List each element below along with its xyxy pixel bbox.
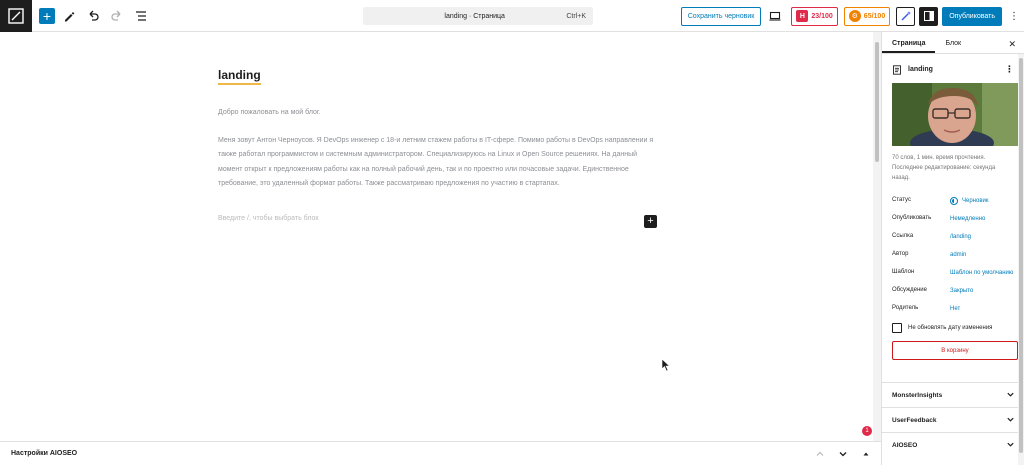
panel-userfeedback[interactable] (882, 407, 1024, 432)
headline-analyzer-icon: H (796, 10, 808, 22)
sidebar-scrollbar-thumb[interactable] (1019, 58, 1023, 453)
document-title: landing · Страница (444, 12, 505, 20)
post-title[interactable]: landing (218, 68, 261, 85)
last-edited-text: Последнее редактирование: секунда назад. (892, 165, 996, 181)
sidebar-panels (882, 382, 1024, 457)
keep-modified-date-checkbox[interactable] (892, 323, 902, 333)
property-label: Статус (892, 197, 911, 203)
settings-sidebar-toggle[interactable] (919, 7, 938, 26)
editor-canvas[interactable] (0, 32, 873, 441)
panel-title: MonsterInsights (892, 391, 943, 399)
publish-date-button[interactable]: Немедленно (950, 216, 986, 222)
add-block-button[interactable]: + (39, 8, 55, 24)
property-parent (892, 305, 1014, 314)
tab-page[interactable]: Страница (882, 40, 935, 53)
preview-button[interactable] (767, 8, 783, 24)
keep-modified-date-option[interactable] (892, 323, 1014, 333)
close-sidebar-button[interactable]: ✕ (1008, 39, 1016, 49)
inline-add-block-button[interactable]: + (644, 215, 657, 228)
chevron-down-icon (1006, 440, 1015, 451)
command-shortcut: Ctrl+K (566, 12, 586, 20)
aioseo-settings-bar[interactable] (0, 441, 881, 465)
collapse-down-button[interactable] (835, 446, 851, 462)
panel-aioseo[interactable] (882, 432, 1024, 457)
chevron-down-icon (1006, 390, 1015, 401)
chevron-up-icon (815, 449, 825, 459)
property-label: Опубликовать (892, 215, 932, 221)
checkbox-label: Не обновлять дату изменения (908, 325, 993, 331)
sidebar-tabs (882, 32, 1024, 54)
page-icon (892, 65, 902, 75)
page-properties (892, 197, 1014, 314)
ai-assistant-button[interactable] (896, 7, 915, 26)
property-value: Черновик (962, 198, 989, 204)
paragraph-block[interactable]: Добро пожаловать на мой блог. (218, 109, 321, 116)
aioseo-settings-label: Настройки AIOSEO (11, 450, 78, 457)
redo-button[interactable] (107, 6, 127, 26)
chevron-down-icon (838, 449, 848, 459)
property-label: Шаблон (892, 269, 915, 275)
document-overview-button[interactable] (131, 6, 151, 26)
redo-icon (110, 9, 124, 23)
property-label: Родитель (892, 305, 919, 311)
editor-toolbar (0, 0, 1024, 32)
empty-block-placeholder[interactable]: Введите /, чтобы выбрать блок (218, 215, 319, 222)
sidebar-scrollbar[interactable] (1018, 54, 1024, 465)
options-menu-button[interactable]: ⋮ (1009, 10, 1019, 22)
property-status (892, 197, 1014, 206)
template-button[interactable]: Шаблон по умолчанию (950, 270, 1014, 276)
word-count-text: 70 слов, 1 мин. время прочтения. (892, 155, 986, 161)
page-summary-header (892, 64, 1014, 75)
draft-status-icon (950, 197, 958, 205)
page-summary-title: landing (908, 66, 933, 73)
panel-monsterinsights[interactable] (882, 382, 1024, 407)
page-meta-info (892, 153, 1014, 183)
aioseo-score-button[interactable] (844, 7, 890, 26)
canvas-scrollbar-thumb[interactable] (875, 42, 879, 162)
chevron-down-icon (1006, 415, 1015, 426)
caret-up-icon (861, 449, 871, 459)
command-palette-bar[interactable] (363, 7, 593, 25)
list-view-icon (134, 9, 148, 23)
property-template (892, 269, 1014, 278)
headline-score-button[interactable] (791, 7, 837, 26)
tab-block[interactable]: Блок (945, 40, 962, 47)
property-link (892, 233, 1014, 242)
paragraph-block[interactable]: Меня зовут Антон Черноусов. Я DevOps инженер с 18-и летним стажем работы в IT-сфере. Помимо работы в DevOps направлении я также работал программистом и системным администратором. Специализируюсь на Linux и Open Source решениях. На данный момент открыт к предложениям работы как на полный рабочий день, так и по проектно или почасовые задачи. Единственное требование, это удаленный формат работы. Также рассматриваю предложения по участию в стартапах. (218, 137, 654, 188)
settings-sidebar (881, 32, 1024, 465)
featured-image-photo (892, 83, 1018, 146)
pen-icon (62, 9, 76, 23)
discussion-button[interactable]: Закрыто (950, 288, 974, 294)
page-actions-button[interactable]: ⋮ (1005, 64, 1014, 74)
panel-title: AIOSEO (892, 441, 918, 449)
desktop-preview-icon (769, 10, 781, 22)
save-draft-button[interactable]: Сохранить черновик (681, 7, 762, 26)
property-label: Ссылка (892, 233, 914, 239)
aioseo-icon: ⚙ (849, 10, 861, 22)
magic-wand-icon (900, 10, 912, 22)
tools-pen-button[interactable] (59, 6, 79, 26)
permalink-button[interactable]: /landing (950, 234, 972, 240)
sidebar-icon (923, 10, 935, 22)
scroll-top-button[interactable] (858, 446, 874, 462)
undo-button[interactable] (83, 6, 103, 26)
canvas-scrollbar[interactable] (873, 32, 881, 441)
featured-image[interactable] (892, 83, 1018, 146)
property-discussion (892, 287, 1014, 296)
mouse-cursor-icon (661, 358, 671, 372)
notification-badge[interactable]: 1 (862, 426, 872, 436)
property-label: Обсуждение (892, 287, 927, 293)
move-to-trash-button[interactable]: В корзину (892, 341, 1018, 360)
property-author (892, 251, 1014, 260)
site-icon (6, 6, 26, 26)
headline-score-value: 23/100 (811, 12, 833, 20)
aioseo-score-value: 65/100 (863, 12, 886, 20)
undo-icon (86, 9, 100, 23)
publish-button[interactable]: Опубликовать (942, 7, 1002, 26)
author-button[interactable]: admin (950, 252, 967, 258)
page-summary (882, 54, 1024, 360)
property-label: Автор (892, 251, 909, 257)
collapse-up-button[interactable] (812, 446, 828, 462)
property-publish (892, 215, 1014, 224)
status-value-button[interactable] (950, 197, 1014, 205)
parent-button[interactable]: Нет (950, 306, 961, 312)
site-logo-button[interactable] (0, 0, 32, 32)
panel-title: UserFeedback (892, 416, 937, 424)
